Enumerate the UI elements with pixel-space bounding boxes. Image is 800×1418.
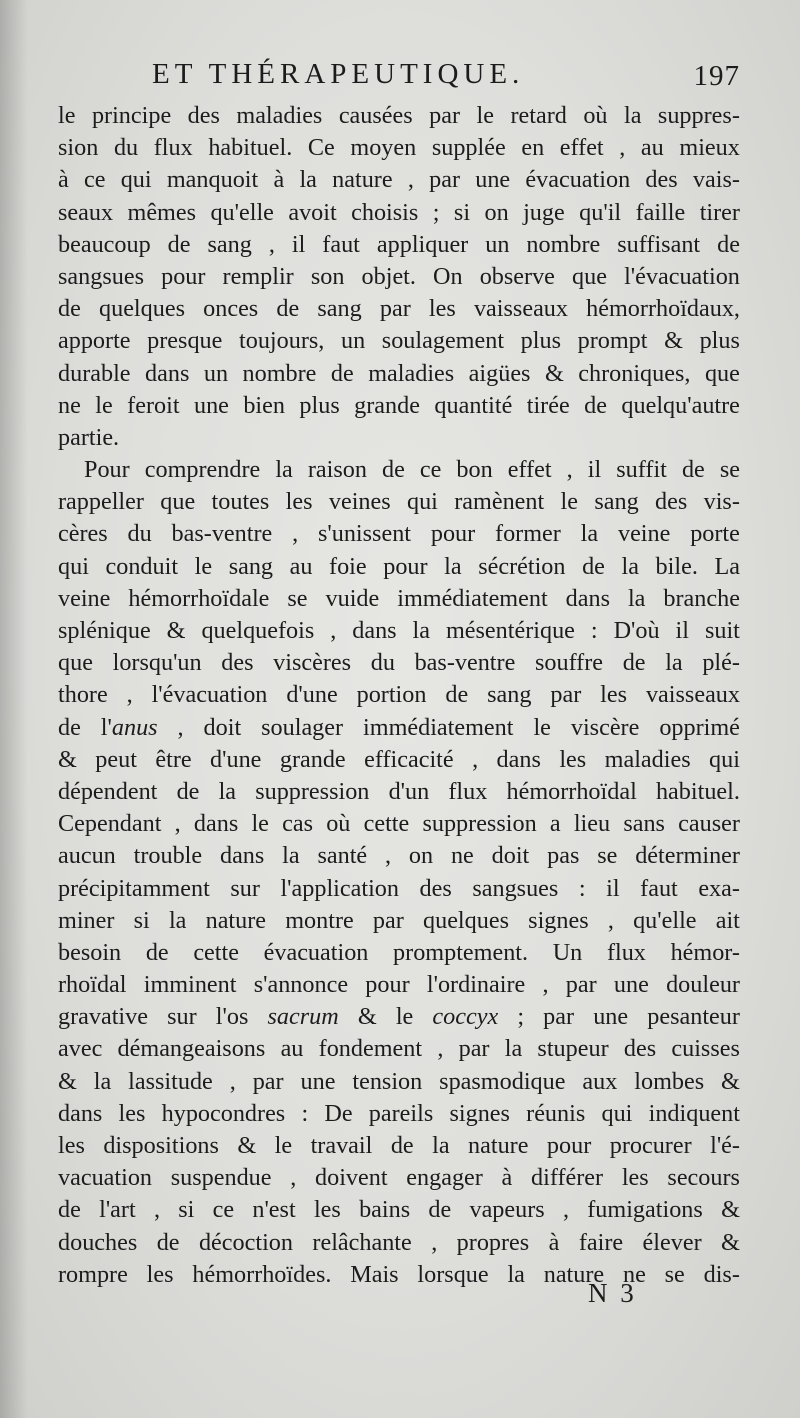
text-line: Cependant , dans le cas où cette suppression a lieu sans causer — [58, 810, 740, 838]
text-line: aucun trouble dans la santé , on ne doit pas se déterminer — [58, 842, 740, 870]
text-line: vacuation suspendue , doivent engager à différer les secours — [58, 1164, 740, 1192]
page-number: 197 — [693, 60, 740, 92]
running-head — [60, 58, 740, 94]
text-line: sangsues pour remplir son objet. On observe que l'évacuation — [58, 262, 740, 290]
text-line: besoin de cette évacuation promptement. Un flux hémor- — [58, 938, 740, 966]
text-line: le principe des maladies causées par le retard où la suppres- — [58, 102, 740, 129]
text-line: cères du bas-ventre , s'unissent pour former la veine porte — [58, 520, 740, 548]
text-line: & la lassitude , par une tension spasmodique aux lombes & — [58, 1067, 740, 1095]
text-line: douches de décoction relâchante , propres à faire élever & — [58, 1228, 740, 1256]
text-line: gravative sur l'os sacrum & le coccyx ; par une pesanteur — [58, 1003, 740, 1031]
text-line: de quelques onces de sang par les vaisseaux hémorrhoïdaux, — [58, 295, 740, 323]
text-line: avec démangeaisons au fondement , par la stupeur des cuisses — [58, 1035, 740, 1063]
text-line: de l'anus , doit soulager immédiatement le viscère opprimé — [58, 713, 740, 741]
text-line: sion du flux habituel. Ce moyen supplée en effet , au mieux — [58, 134, 740, 162]
text-line: ne le feroit une bien plus grande quantité tirée de quelqu'autre — [58, 391, 740, 419]
text-line: de l'art , si ce n'est les bains de vapeurs , fumigations & — [58, 1196, 740, 1224]
text-line: & peut être d'une grande efficacité , dans les maladies qui — [58, 745, 740, 773]
text-line: rompre les hémorrhoïdes. Mais lorsque la nature ne se dis- — [58, 1260, 740, 1288]
text-line: splénique & quelquefois , dans la mésentérique : D'où il suit — [58, 617, 740, 644]
text-line: précipitamment sur l'application des sangsues : il faut exa- — [58, 874, 740, 902]
text-line: à ce qui manquoit à la nature , par une évacuation des vais- — [58, 166, 740, 194]
text-line: durable dans un nombre de maladies aigües & chroniques, que — [58, 359, 740, 387]
text-line: seaux mêmes qu'elle avoit choisis ; si on juge qu'il faille tirer — [58, 198, 740, 226]
body-text — [58, 100, 740, 1291]
text-line: thore , l'évacuation d'une portion de sang par les vaisseaux — [58, 681, 740, 709]
text-line: veine hémorrhoïdale se vuide immédiatement dans la branche — [58, 584, 740, 612]
text-line: qui conduit le sang au foie pour la sécrétion de la bile. La — [58, 552, 740, 580]
text-line: que lorsqu'un des viscères du bas-ventre souffre de la plé- — [58, 649, 740, 677]
text-line: beaucoup de sang , il faut appliquer un nombre suffisant de — [58, 230, 740, 258]
text-line: dans les hypocondres : De pareils signes réunis qui indiquent — [58, 1099, 740, 1127]
signature-mark: N 3 — [588, 1278, 637, 1308]
text-line: les dispositions & le travail de la nature pour procurer l'é- — [58, 1132, 740, 1159]
text-line: dépendent de la suppression d'un flux hémorrhoïdal habituel. — [58, 777, 740, 805]
text-line: apporte presque toujours, un soulagement plus prompt & plus — [58, 327, 740, 355]
text-line: Pour comprendre la raison de ce bon effet , il suffit de se — [84, 456, 740, 484]
text-line: miner si la nature montre par quelques signes , qu'elle ait — [58, 906, 740, 934]
text-line: rappeller que toutes les veines qui ramènent le sang des vis- — [58, 488, 740, 516]
text-line: rhoïdal imminent s'annonce pour l'ordinaire , par une douleur — [58, 971, 740, 999]
running-title: ET THÉRAPEUTIQUE. — [152, 58, 525, 90]
text-line: partie. — [58, 423, 120, 451]
